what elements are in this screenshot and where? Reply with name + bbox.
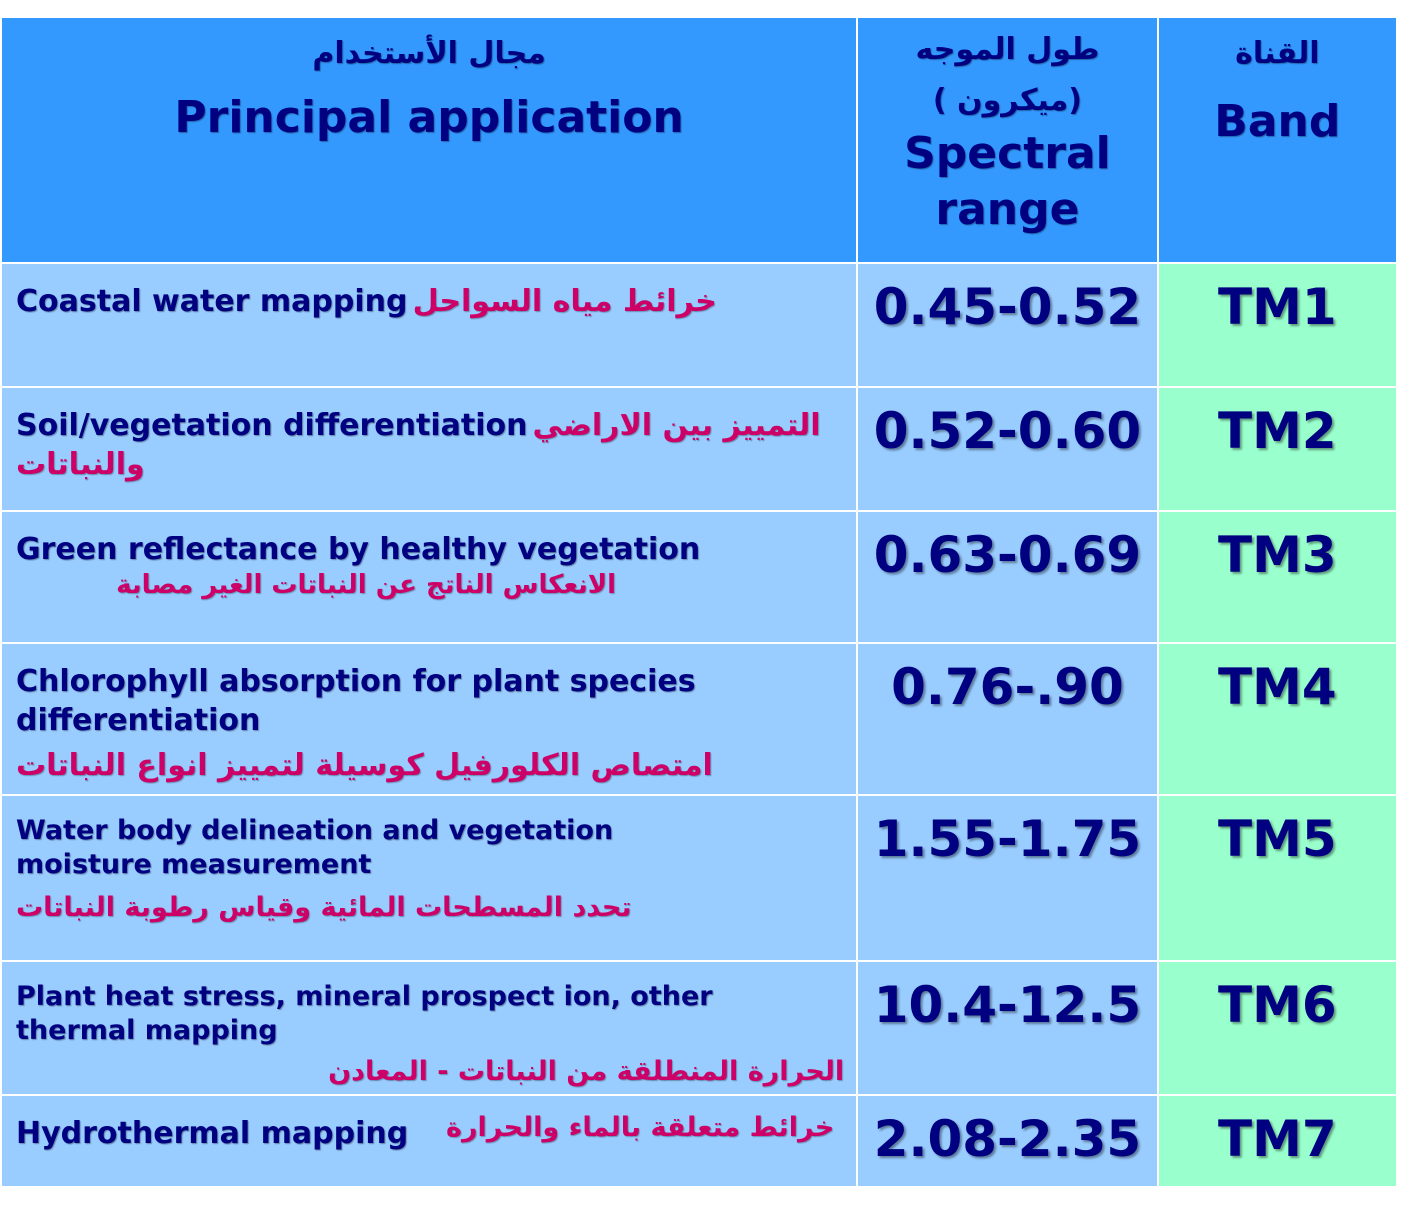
application-ar: خرائط متعلقة بالماء والحرارة [446, 1112, 835, 1143]
header-band [1158, 17, 1397, 263]
application-cell [1, 1095, 857, 1187]
header-row [1, 17, 1397, 263]
header-range [857, 17, 1157, 263]
header-range-ar-2: ( ميكرون) [932, 83, 1082, 118]
range-cell [857, 961, 1157, 1095]
application-en: Chlorophyll absorption for plant species differentiation [16, 664, 696, 738]
header-range-en-1: Spectral [904, 128, 1111, 179]
spectral-range-value: 1.55-1.75 [873, 810, 1142, 868]
application-cell [1, 795, 857, 961]
table-row [1, 795, 1397, 961]
application-ar: الانعكاس الناتج عن النباتات الغير مصابة [116, 570, 617, 600]
table-row [1, 263, 1397, 387]
header-band-ar: القناة [1235, 36, 1320, 71]
band-cell [1158, 511, 1397, 643]
application-ar: التمييز بين الاراضي والنباتات [16, 408, 821, 482]
band-name: TM7 [1217, 1110, 1337, 1168]
header-application-en: Principal application [174, 92, 684, 143]
band-table-wrapper [0, 16, 1398, 1188]
table-row [1, 961, 1397, 1095]
table-row [1, 1095, 1397, 1187]
application-ar: تحدد المسطحات المائية وقياس رطوبة النباتات [16, 891, 632, 923]
landsat-tm-bands-table [0, 16, 1398, 1188]
band-cell [1158, 961, 1397, 1095]
band-name: TM2 [1217, 402, 1337, 460]
range-cell [857, 511, 1157, 643]
range-cell [857, 795, 1157, 961]
table-row [1, 511, 1397, 643]
range-cell [857, 387, 1157, 511]
application-cell [1, 263, 857, 387]
header-band-en: Band [1214, 96, 1341, 147]
header-application [1, 17, 857, 263]
application-en: Soil/vegetation differentiation [16, 408, 528, 443]
band-cell [1158, 1095, 1397, 1187]
spectral-range-value: 2.08-2.35 [873, 1110, 1142, 1168]
application-en: Green reflectance by healthy vegetation [16, 532, 701, 567]
band-name: TM3 [1217, 526, 1337, 584]
spectral-range-value: 0.52-0.60 [873, 402, 1142, 460]
spectral-range-value: 0.45-0.52 [873, 278, 1142, 336]
band-name: TM6 [1217, 976, 1337, 1034]
application-ar: خرائط مياه السواحل [412, 284, 717, 319]
application-cell [1, 643, 857, 795]
range-cell [857, 1095, 1157, 1187]
application-ar: الحرارة المنطلقة من النباتات - المعادن [328, 1055, 845, 1087]
band-cell [1158, 795, 1397, 961]
application-ar: امتصاص الكلورفيل كوسيلة لتمييز انواع النباتات [16, 748, 713, 783]
band-cell [1158, 643, 1397, 795]
band-cell [1158, 263, 1397, 387]
spectral-range-value: 10.4-12.5 [873, 976, 1142, 1034]
application-en: Plant heat stress, mineral prospect ion, other thermal mapping [16, 981, 713, 1046]
header-application-ar: مجال الأستخدام [312, 36, 546, 71]
range-cell [857, 263, 1157, 387]
band-name: TM5 [1217, 810, 1337, 868]
range-cell [857, 643, 1157, 795]
application-cell [1, 511, 857, 643]
table-row [1, 387, 1397, 511]
header-range-ar-1: طول الموجه [915, 32, 1100, 67]
header-range-en-2: range [935, 184, 1080, 235]
band-name: TM1 [1217, 278, 1337, 336]
band-cell [1158, 387, 1397, 511]
application-cell [1, 387, 857, 511]
spectral-range-value: 0.63-0.69 [873, 526, 1142, 584]
application-en: Water body delineation and vegetation moisture measurement [16, 815, 614, 880]
application-en: Hydrothermal mapping [16, 1116, 409, 1151]
spectral-range-value: 0.76-.90 [891, 658, 1124, 716]
application-en: Coastal water mapping [16, 284, 408, 319]
table-row [1, 643, 1397, 795]
application-cell [1, 961, 857, 1095]
band-name: TM4 [1217, 658, 1337, 716]
